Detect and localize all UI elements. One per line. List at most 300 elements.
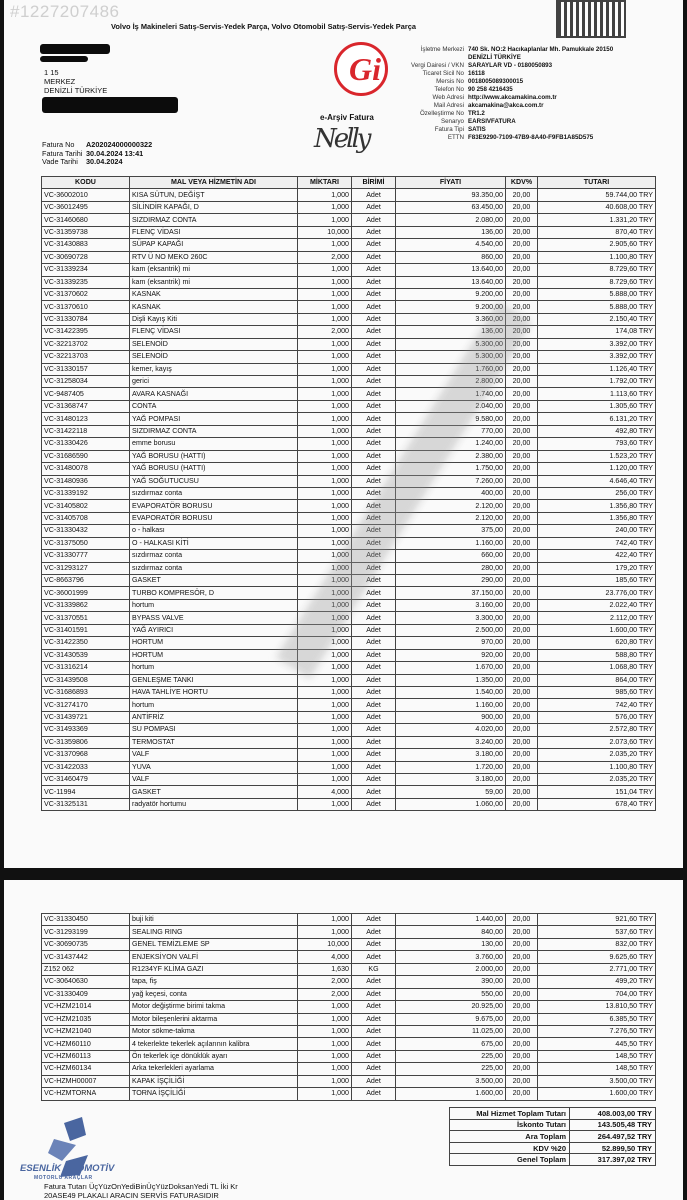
table-row — [42, 1050, 656, 1062]
table-cell: kemer, kayış — [130, 363, 298, 375]
table-cell: 20,00 — [506, 264, 538, 276]
table-cell: 20,00 — [506, 201, 538, 213]
table-cell: 1,000 — [298, 1063, 352, 1075]
table-cell: 1.600,00 — [396, 1088, 506, 1100]
table-cell: 10,000 — [298, 226, 352, 238]
table-cell: VC-31439721 — [42, 711, 130, 723]
table-row — [42, 288, 656, 300]
table-cell: 1.356,80 TRY — [538, 500, 656, 512]
table-cell: Adet — [352, 189, 396, 201]
table-cell: 1.720,00 — [396, 761, 506, 773]
table-cell: 20.925,00 — [396, 1001, 506, 1013]
table-cell: ANTİFRİZ — [130, 711, 298, 723]
table-cell: Motor sökme-takma — [130, 1025, 298, 1037]
table-cell: 20,00 — [506, 1075, 538, 1087]
table-row — [42, 475, 656, 487]
table-row — [42, 264, 656, 276]
table-cell: 93.350,00 — [396, 189, 506, 201]
table-cell: Adet — [352, 562, 396, 574]
seller-info-row — [392, 78, 613, 86]
table-cell: KASNAK — [130, 301, 298, 313]
table-cell: VC-31293127 — [42, 562, 130, 574]
table-cell: 2.500,00 — [396, 624, 506, 636]
table-row — [42, 1001, 656, 1013]
table-cell: VC-31293199 — [42, 926, 130, 938]
table-cell: KASNAK — [130, 288, 298, 300]
table-cell: Adet — [352, 1013, 396, 1025]
totals-value: 317.397,02 TRY — [570, 1154, 656, 1166]
table-cell: 20,00 — [506, 276, 538, 288]
column-header: MAL VEYA HİZMETİN ADI — [130, 177, 298, 189]
table-cell: Adet — [352, 500, 396, 512]
table-cell: VC-31375050 — [42, 537, 130, 549]
seller-info-label: İşletme Merkezi — [420, 46, 464, 53]
invoice-info-row — [42, 158, 152, 167]
table-cell: 1,000 — [298, 425, 352, 437]
table-cell: VC-31460479 — [42, 774, 130, 786]
table-cell: VC-31401591 — [42, 624, 130, 636]
table-cell: 20,00 — [506, 525, 538, 537]
table-cell: 537,60 TRY — [538, 926, 656, 938]
table-cell: 1,000 — [298, 798, 352, 810]
table-cell: 4.540,00 — [396, 239, 506, 251]
table-cell: Adet — [352, 450, 396, 462]
table-cell: VC-31330432 — [42, 525, 130, 537]
table-cell: BYPASS VALVE — [130, 612, 298, 624]
table-cell: 1,000 — [298, 189, 352, 201]
table-cell: o - halkası — [130, 525, 298, 537]
table-cell: 1,000 — [298, 276, 352, 288]
totals-label: Mal Hizmet Toplam Tutarı — [450, 1108, 570, 1120]
table-cell: 20,00 — [506, 487, 538, 499]
table-cell: 3.180,00 — [396, 774, 506, 786]
table-cell: 20,00 — [506, 926, 538, 938]
table-cell: Adet — [352, 637, 396, 649]
table-cell: 1.331,20 TRY — [538, 214, 656, 226]
table-cell: 832,00 TRY — [538, 938, 656, 950]
totals-label: İskonto Tutarı — [450, 1119, 570, 1131]
table-cell: sızdırmaz conta — [130, 487, 298, 499]
table-cell: 422,40 TRY — [538, 550, 656, 562]
invoice-page-1 — [4, 0, 683, 868]
table-cell: 7.260,00 — [396, 475, 506, 487]
totals-row — [450, 1108, 656, 1120]
column-header: MİKTARI — [298, 177, 352, 189]
seller-info-value: EARSIVFATURA — [468, 118, 516, 125]
table-cell: 1.760,00 — [396, 363, 506, 375]
table-cell: 10,000 — [298, 938, 352, 950]
table-cell: SÜPAP KAPAĞI — [130, 239, 298, 251]
table-cell: Adet — [352, 376, 396, 388]
table-cell: 1.113,60 TRY — [538, 388, 656, 400]
table-cell: 3.160,00 — [396, 599, 506, 611]
table-cell: 2,000 — [298, 976, 352, 988]
table-cell: hortum — [130, 599, 298, 611]
table-cell: 20,00 — [506, 1088, 538, 1100]
table-cell: 2.000,00 — [396, 963, 506, 975]
items-table-1 — [41, 176, 656, 811]
invoice-info-label: Fatura Tarihi — [42, 148, 83, 158]
table-row — [42, 351, 656, 363]
seller-info-label — [392, 54, 468, 62]
table-cell: 20,00 — [506, 400, 538, 412]
table-cell: 1.670,00 — [396, 662, 506, 674]
table-row — [42, 686, 656, 698]
table-cell: 2,000 — [298, 326, 352, 338]
totals-label: Genel Toplam — [450, 1154, 570, 1166]
table-cell: 290,00 — [396, 575, 506, 587]
table-cell: Adet — [352, 301, 396, 313]
table-cell: VC-HZMTORNA — [42, 1088, 130, 1100]
table-cell: Adet — [352, 214, 396, 226]
table-row — [42, 388, 656, 400]
table-cell: FLENÇ VİDASI — [130, 226, 298, 238]
table-cell: Adet — [352, 351, 396, 363]
table-cell: Adet — [352, 264, 396, 276]
table-row — [42, 674, 656, 686]
table-cell: 1,000 — [298, 201, 352, 213]
table-cell: VC-31422395 — [42, 326, 130, 338]
table-row — [42, 450, 656, 462]
table-row — [42, 376, 656, 388]
table-cell: 148,50 TRY — [538, 1050, 656, 1062]
table-cell: 136,00 — [396, 326, 506, 338]
table-cell: kam (eksantrik) mi — [130, 276, 298, 288]
totals-label: KDV %20 — [450, 1142, 570, 1154]
table-cell: 1,000 — [298, 587, 352, 599]
table-cell: 20,00 — [506, 189, 538, 201]
table-cell: 6.385,50 TRY — [538, 1013, 656, 1025]
table-cell: 20,00 — [506, 624, 538, 636]
table-cell: KG — [352, 963, 396, 975]
table-cell: 5.888,00 TRY — [538, 301, 656, 313]
table-cell: VC-31370610 — [42, 301, 130, 313]
table-cell: 1,000 — [298, 926, 352, 938]
table-cell: 1.240,00 — [396, 438, 506, 450]
table-cell: VC-31368747 — [42, 400, 130, 412]
table-cell: Adet — [352, 550, 396, 562]
table-cell: 4.646,40 TRY — [538, 475, 656, 487]
table-cell: 1,000 — [298, 686, 352, 698]
table-cell: 20,00 — [506, 749, 538, 761]
table-cell: Adet — [352, 226, 396, 238]
table-cell: 3.392,00 TRY — [538, 351, 656, 363]
totals-value: 143.505,48 TRY — [570, 1119, 656, 1131]
table-cell: 1,000 — [298, 624, 352, 636]
seller-info-value: DENİZLİ TÜRKİYE — [468, 54, 521, 61]
table-cell: 550,00 — [396, 988, 506, 1000]
table-cell: GENEL TEMİZLEME SP — [130, 938, 298, 950]
seller-info-row — [392, 118, 613, 126]
table-cell: 1.060,00 — [396, 798, 506, 810]
table-cell: 1,000 — [298, 612, 352, 624]
table-cell: 1,000 — [298, 550, 352, 562]
seller-info-value: SATIS — [468, 126, 486, 133]
table-cell: CONTA — [130, 400, 298, 412]
table-cell: 20,00 — [506, 363, 538, 375]
table-cell: 1,000 — [298, 1088, 352, 1100]
table-cell: SELENOİD — [130, 338, 298, 350]
table-cell: Adet — [352, 699, 396, 711]
table-cell: EVAPORATÖR BORUSU — [130, 500, 298, 512]
table-cell: 20,00 — [506, 761, 538, 773]
seller-info-label: ETTN — [447, 134, 464, 141]
table-cell: VC-31439508 — [42, 674, 130, 686]
table-row — [42, 749, 656, 761]
table-cell: 2.035,20 TRY — [538, 774, 656, 786]
table-cell: 256,00 TRY — [538, 487, 656, 499]
table-cell: 20,00 — [506, 214, 538, 226]
table-cell: hortum — [130, 662, 298, 674]
seller-info-row — [392, 54, 613, 62]
table-cell: 9.200,00 — [396, 288, 506, 300]
table-cell: 1,000 — [298, 413, 352, 425]
table-cell: 40.608,00 TRY — [538, 201, 656, 213]
table-cell: GASKET — [130, 575, 298, 587]
table-cell: VC-31422350 — [42, 637, 130, 649]
table-cell: 1,000 — [298, 711, 352, 723]
table-cell: VC-31686893 — [42, 686, 130, 698]
table-row — [42, 201, 656, 213]
table-cell: 20,00 — [506, 413, 538, 425]
table-cell: 1,000 — [298, 637, 352, 649]
table-cell: 20,00 — [506, 711, 538, 723]
table-cell: Ön tekerlek iç̧e dönüklük ayarı — [130, 1050, 298, 1062]
table-cell: Adet — [352, 724, 396, 736]
table-row — [42, 326, 656, 338]
table-cell: Adet — [352, 201, 396, 213]
seller-info-label: Telefon No — [434, 86, 464, 93]
table-cell: 148,50 TRY — [538, 1063, 656, 1075]
table-cell: YUVA — [130, 761, 298, 773]
table-cell: 2.080,00 — [396, 214, 506, 226]
seller-info-label: Ticaret Sicil No — [422, 70, 464, 77]
table-cell: 793,60 TRY — [538, 438, 656, 450]
table-cell: 1,000 — [298, 914, 352, 926]
table-cell: Adet — [352, 914, 396, 926]
table-cell: gerici — [130, 376, 298, 388]
table-cell: 20,00 — [506, 699, 538, 711]
invoice-info-label: Vade Tarihi — [42, 157, 78, 166]
table-cell: VC-36001999 — [42, 587, 130, 599]
redacted-name — [40, 44, 110, 54]
totals-value: 264.497,52 TRY — [570, 1131, 656, 1143]
logo-caption: e-Arşiv Fatura — [320, 113, 374, 122]
table-cell: 492,80 TRY — [538, 425, 656, 437]
table-cell: 1,000 — [298, 1050, 352, 1062]
table-cell: 2,000 — [298, 988, 352, 1000]
table-cell: 1,000 — [298, 537, 352, 549]
table-cell: 20,00 — [506, 562, 538, 574]
table-cell: 20,00 — [506, 326, 538, 338]
totals-row — [450, 1131, 656, 1143]
totals-table — [449, 1107, 656, 1166]
table-cell: 1,000 — [298, 475, 352, 487]
table-cell: Adet — [352, 413, 396, 425]
table-cell: 2.120,00 — [396, 512, 506, 524]
table-cell: KISA SÜTUN, DEĞİŞT — [130, 189, 298, 201]
table-cell: 3.360,00 — [396, 313, 506, 325]
table-cell: VC-31339235 — [42, 276, 130, 288]
table-cell: 20,00 — [506, 786, 538, 798]
table-cell: 2.022,40 TRY — [538, 599, 656, 611]
table-cell: 1.356,80 TRY — [538, 512, 656, 524]
table-cell: 2.771,00 TRY — [538, 963, 656, 975]
table-cell: VC-31339192 — [42, 487, 130, 499]
table-cell: 13.810,50 TRY — [538, 1001, 656, 1013]
table-cell: Adet — [352, 425, 396, 437]
table-cell: 20,00 — [506, 724, 538, 736]
table-cell: 1.540,00 — [396, 686, 506, 698]
seller-info-row — [392, 70, 613, 78]
table-cell: VC-31316214 — [42, 662, 130, 674]
table-cell: VC-31330409 — [42, 988, 130, 1000]
table-cell: 20,00 — [506, 976, 538, 988]
table-cell: 20,00 — [506, 951, 538, 963]
table-row — [42, 938, 656, 950]
table-cell: 20,00 — [506, 512, 538, 524]
table-cell: 1.792,00 TRY — [538, 376, 656, 388]
items-table-2 — [41, 913, 656, 1101]
table-cell: VC-31405802 — [42, 500, 130, 512]
seller-info-label: Özelleştirme No — [419, 110, 464, 117]
table-cell: 20,00 — [506, 575, 538, 587]
table-cell: 11.025,00 — [396, 1025, 506, 1037]
table-row — [42, 301, 656, 313]
table-cell: 5.300,00 — [396, 338, 506, 350]
table-cell: Adet — [352, 761, 396, 773]
table-cell: VC-31339234 — [42, 264, 130, 276]
table-cell: 985,60 TRY — [538, 686, 656, 698]
company-line: Volvo İş Makineleri Satış-Servis-Yedek Parça, Volvo Otomobil Satış-Servis-Yedek Parça — [111, 22, 416, 31]
table-cell: 445,50 TRY — [538, 1038, 656, 1050]
table-cell: Adet — [352, 674, 396, 686]
table-cell: Adet — [352, 388, 396, 400]
qr-code — [556, 0, 626, 38]
table-cell: 20,00 — [506, 1025, 538, 1037]
table-row — [42, 976, 656, 988]
table-cell: Adet — [352, 525, 396, 537]
footer-line-1: Fatura Tutarı ÜçYüzOnYediBinÜçYüzDoksanYedi TL İki Kr — [44, 1182, 238, 1191]
table-cell: TORNA İŞÇİLİĞİ — [130, 1088, 298, 1100]
table-cell: Adet — [352, 512, 396, 524]
table-row — [42, 463, 656, 475]
table-cell: Adet — [352, 774, 396, 786]
table-cell: 920,00 — [396, 649, 506, 661]
seller-info-row — [392, 94, 613, 102]
table-row — [42, 525, 656, 537]
table-cell: 588,80 TRY — [538, 649, 656, 661]
table-row — [42, 487, 656, 499]
table-cell: 4.020,00 — [396, 724, 506, 736]
table-cell: 20,00 — [506, 500, 538, 512]
table-row — [42, 798, 656, 810]
table-cell: 1,000 — [298, 1075, 352, 1087]
table-cell: VC-HZM60134 — [42, 1063, 130, 1075]
table-cell: 1,000 — [298, 512, 352, 524]
table-cell: YAĞ AYIRICI — [130, 624, 298, 636]
table-cell: VC-31325131 — [42, 798, 130, 810]
customer-line-1: 1 15 — [44, 68, 59, 77]
redacted-name-2 — [40, 56, 88, 62]
table-cell: Adet — [352, 575, 396, 587]
table-row — [42, 761, 656, 773]
table-row — [42, 724, 656, 736]
table-cell: 4,000 — [298, 951, 352, 963]
table-row — [42, 711, 656, 723]
seller-info-row — [392, 46, 613, 54]
table-cell: 1,000 — [298, 438, 352, 450]
table-cell: 20,00 — [506, 686, 538, 698]
table-cell: FLENÇ VİDASI — [130, 326, 298, 338]
table-cell: 20,00 — [506, 599, 538, 611]
table-row — [42, 226, 656, 238]
table-cell: 179,20 TRY — [538, 562, 656, 574]
table-cell: VC-31422033 — [42, 761, 130, 773]
table-cell: 1,000 — [298, 662, 352, 674]
table-cell: Adet — [352, 400, 396, 412]
table-cell: 1,000 — [298, 649, 352, 661]
table-cell: Adet — [352, 438, 396, 450]
table-row — [42, 1075, 656, 1087]
table-cell: 390,00 — [396, 976, 506, 988]
table-cell: 20,00 — [506, 1050, 538, 1062]
table-cell: 20,00 — [506, 438, 538, 450]
seller-info-label: Mersis No — [436, 78, 464, 85]
table-cell: 3.180,00 — [396, 749, 506, 761]
table-cell: Adet — [352, 1038, 396, 1050]
table-cell: 9.675,00 — [396, 1013, 506, 1025]
table-cell: Adet — [352, 624, 396, 636]
table-cell: yağ keçesi, conta — [130, 988, 298, 1000]
table-row — [42, 276, 656, 288]
table-row — [42, 251, 656, 263]
table-row — [42, 239, 656, 251]
table-cell: 1,000 — [298, 288, 352, 300]
table-cell: Adet — [352, 736, 396, 748]
seller-info-value: 0018005089300015 — [468, 78, 524, 85]
table-cell: 1,000 — [298, 313, 352, 325]
table-cell: 20,00 — [506, 736, 538, 748]
invoice-info-value: A202024000000322 — [86, 140, 153, 149]
table-cell: VC-31430539 — [42, 649, 130, 661]
table-cell: 1.600,00 TRY — [538, 624, 656, 636]
table-cell: VC-31370602 — [42, 288, 130, 300]
customer-line-2: MERKEZ — [44, 77, 76, 86]
table-cell: 20,00 — [506, 637, 538, 649]
table-cell: 1.160,00 — [396, 537, 506, 549]
table-row — [42, 413, 656, 425]
table-cell: VC-HZM21014 — [42, 1001, 130, 1013]
table-cell: Adet — [352, 786, 396, 798]
table-row — [42, 963, 656, 975]
table-cell: 20,00 — [506, 251, 538, 263]
table-row — [42, 1088, 656, 1100]
table-row — [42, 736, 656, 748]
table-cell: 576,00 TRY — [538, 711, 656, 723]
table-cell: 499,20 TRY — [538, 976, 656, 988]
seller-info-label: Fatura Tipi — [434, 126, 464, 133]
table-cell: 4 tekerlekte tekerlek açılarının kalibra — [130, 1038, 298, 1050]
table-cell: 675,00 — [396, 1038, 506, 1050]
table-cell: O - HALKASI KİTİ — [130, 537, 298, 549]
totals-value: 408.003,00 TRY — [570, 1108, 656, 1120]
table-cell: VC-31460680 — [42, 214, 130, 226]
table-cell: 660,00 — [396, 550, 506, 562]
table-cell: 37.150,00 — [396, 587, 506, 599]
table-row — [42, 338, 656, 350]
table-cell: 20,00 — [506, 301, 538, 313]
